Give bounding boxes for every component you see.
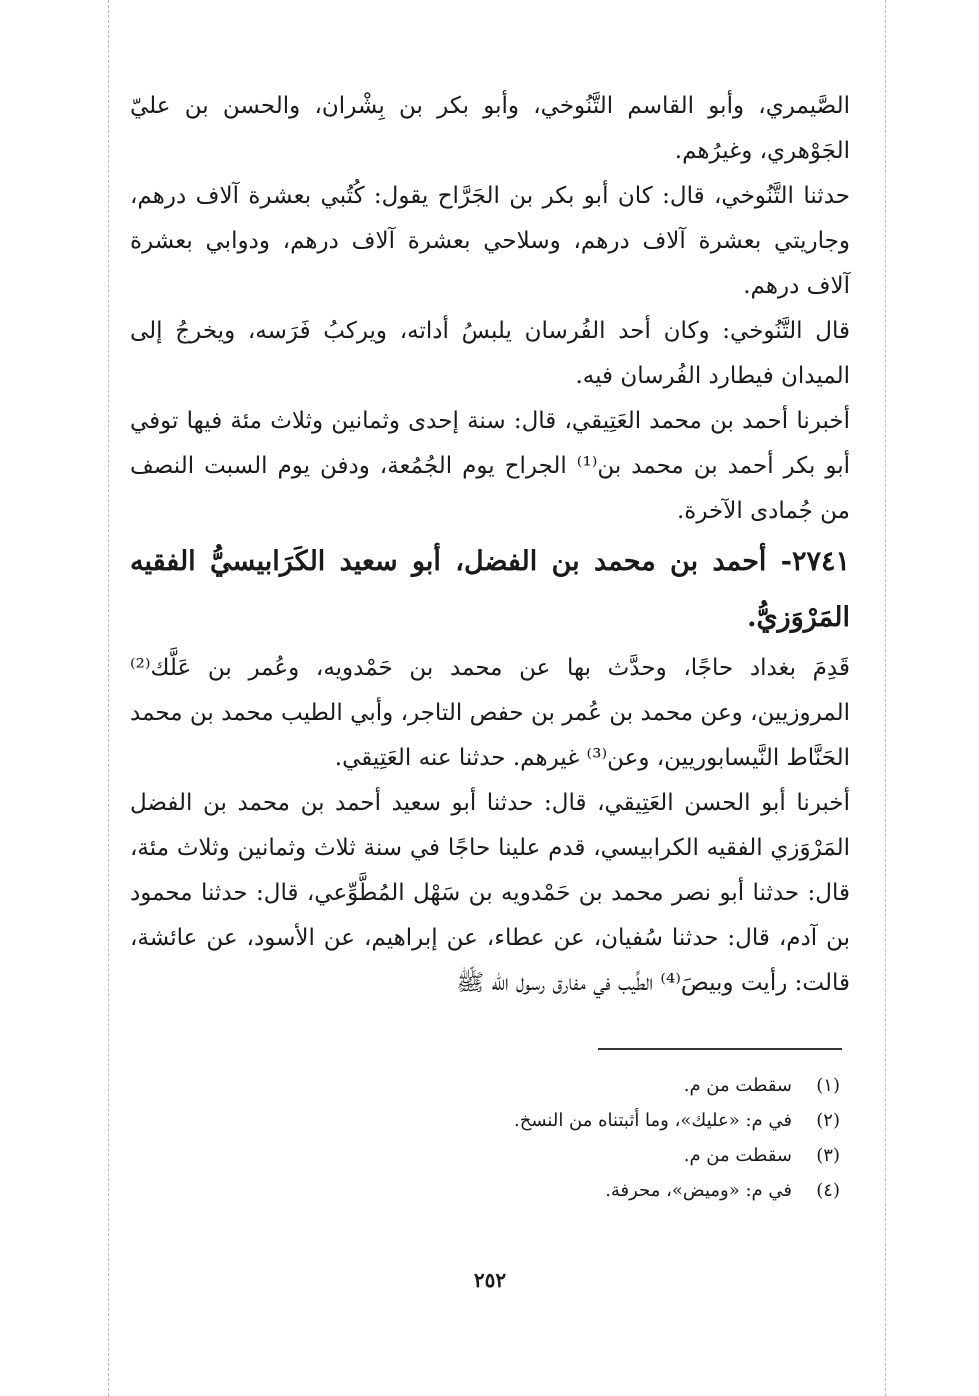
entry-heading: ٢٧٤١- أحمد بن محمد بن الفضل، أبو سعيد الكَرَابيسيُّ الفقيه المَرْوَزيُّ. [130, 546, 850, 633]
paragraph: الصَّيمري، وأبو القاسم التَّنُوخي، وأبو بكر بن بِشْران، والحسن بن عليّ الجَوْهري، وغيرُهم. [130, 93, 850, 164]
paragraph: أخبرنا أبو الحسن العَتِيقي، قال: حدثنا أبو سعيد أحمد بن محمد بن الفضل المَرْوَزي الفقيه الكرابيسي، قدم علينا حاجًا في سنة ثلاث وثمانين وثلاث مئة، قال: حدثنا أبو نصر محمد بن حَمْدويه بن سَهْل المُطَّوِّعي، قال: حدثنا محمود بن آدم، قال: حدثنا سُفيان، عن عطاء، عن إبراهيم، عن الأسود، عن عائشة، قالت: رأيت وبيصَ⁽⁴⁾ الطِّيب في مفارق رسول الله ﷺ [130, 790, 850, 996]
paragraph: قَدِمَ بغداد حاجًا، وحدَّث بها عن محمد بن حَمْدويه، وعُمر بن عَلَّك⁽²⁾ المروزيين، وعن محمد بن عُمر بن حفص التاجر، وأبي الطيب محمد بن محمد الحَنَّاط النَّيسابوريين، وعن⁽³⁾ غيرهم. حدثنا عنه العَتِيقي. [130, 655, 850, 771]
footnote-number: (٣) [816, 1145, 840, 1166]
footnote-text: سقطت من م. [683, 1075, 792, 1096]
footnote-text: في م: «وميض»، محرفة. [605, 1180, 792, 1201]
paragraph: حدثنا التَّنُوخي، قال: كان أبو بكر بن الجَرَّاح يقول: كُتُبي بعشرة آلاف درهم، وجاريتي بعشرة آلاف درهم، وسلاحي بعشرة آلاف درهم، ودوابي بعشرة آلاف درهم. [130, 183, 850, 299]
main-text-block [130, 84, 850, 1006]
footnote [130, 1103, 840, 1138]
footnote-separator [598, 1048, 842, 1050]
footnote [130, 1068, 840, 1103]
footnote-number: (١) [816, 1075, 840, 1096]
paragraph: قال التَّنُوخي: وكان أحد الفُرسان يلبسُ أداته، ويركبُ فَرَسه، ويخرجُ إلى الميدان فيطارد الفُرسان فيه. [130, 318, 850, 389]
footnote-text: في م: «عليك»، وما أثبتناه من النسخ. [514, 1110, 792, 1131]
left-scan-edge [108, 0, 109, 1396]
footnote-number: (٤) [816, 1180, 840, 1201]
footnote [130, 1138, 840, 1173]
page-number: ٢٥٢ [473, 1268, 507, 1292]
footnote [130, 1173, 840, 1208]
footnotes [130, 1068, 840, 1208]
footnote-number: (٢) [816, 1110, 840, 1131]
footnote-text: سقطت من م. [683, 1145, 792, 1166]
paragraph: أخبرنا أحمد بن محمد العَتِيقي، قال: سنة إحدى وثمانين وثلاث مئة فيها توفي أبو بكر أحمد بن محمد بن⁽¹⁾ الجراح يوم الجُمُعة، ودفن يوم السبت النصف من جُمادى الآخرة. [130, 408, 850, 524]
right-scan-edge [885, 0, 886, 1396]
